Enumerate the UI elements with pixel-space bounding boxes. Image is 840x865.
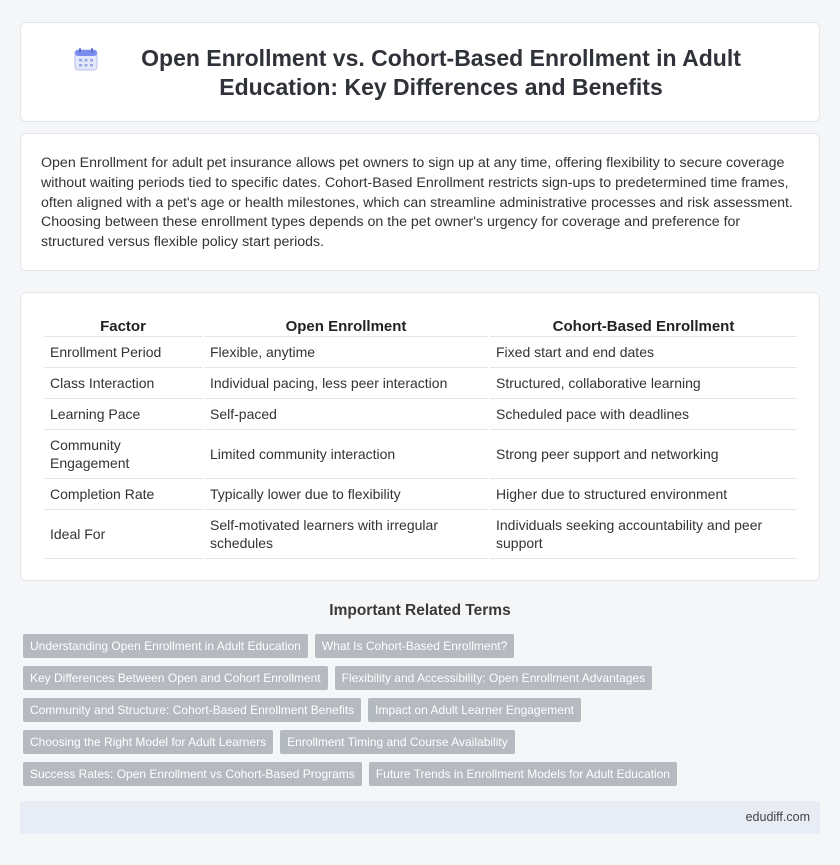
table-cell: Community Engagement (44, 430, 202, 479)
intro-paragraph: Open Enrollment for adult pet insurance allows pet owners to sign up at any time, offering flexibility to secure coverage without waiting periods tied to specific dates. Cohort-Based Enrollment restricts sign-ups to predetermined time frames, often aligned with a pet's age or health milestones, which can streamline administrative processes and risk assessment. Choosing between these enrollment types depends on the pet owner's urgency for coverage and preference for structured versus flexible policy start periods. (41, 155, 793, 251)
table-cell: Individual pacing, less peer interaction (204, 368, 488, 399)
table-cell: Higher due to structured environment (490, 479, 797, 510)
table-cell: Self-paced (204, 399, 488, 430)
table-cell: Individuals seeking accountability and peer support (490, 510, 797, 559)
table-cell: Structured, collaborative learning (490, 368, 797, 399)
table-cell: Strong peer support and networking (490, 430, 797, 479)
table-cell: Self-motivated learners with irregular schedules (204, 510, 488, 559)
column-header-factor: Factor (44, 314, 202, 337)
table-cell: Class Interaction (44, 368, 202, 399)
related-term-tag[interactable]: Success Rates: Open Enrollment vs Cohort-Based Programs (23, 762, 362, 786)
footer-brand[interactable]: edudiff.com (745, 810, 810, 824)
related-term-tag[interactable]: Flexibility and Accessibility: Open Enrollment Advantages (335, 666, 653, 690)
related-term-tag[interactable]: Understanding Open Enrollment in Adult Education (23, 634, 308, 658)
table-cell: Enrollment Period (44, 337, 202, 368)
related-term-tag[interactable]: Community and Structure: Cohort-Based Enrollment Benefits (23, 698, 361, 722)
table-row (44, 368, 797, 399)
related-term-tag[interactable]: Future Trends in Enrollment Models for Adult Education (369, 762, 677, 786)
column-header-open-enrollment: Open Enrollment (204, 314, 488, 337)
table-cell: Learning Pace (44, 399, 202, 430)
header-card (20, 22, 820, 122)
related-term-tag[interactable]: Impact on Adult Learner Engagement (368, 698, 581, 722)
table-row (44, 479, 797, 510)
table-cell: Flexible, anytime (204, 337, 488, 368)
table-cell: Ideal For (44, 510, 202, 559)
table-row (44, 430, 797, 479)
table-row (44, 510, 797, 559)
related-terms-heading: Important Related Terms (329, 602, 511, 619)
column-header-cohort-enrollment: Cohort-Based Enrollment (490, 314, 797, 337)
related-terms-list (23, 634, 803, 794)
table-header-row (44, 314, 797, 337)
table-cell: Scheduled pace with deadlines (490, 399, 797, 430)
table-row (44, 399, 797, 430)
table-cell: Limited community interaction (204, 430, 488, 479)
related-term-tag[interactable]: Choosing the Right Model for Adult Learners (23, 730, 273, 754)
table-cell: Typically lower due to flexibility (204, 479, 488, 510)
footer-bar (20, 801, 820, 834)
related-term-tag[interactable]: What Is Cohort-Based Enrollment? (315, 634, 514, 658)
comparison-card (20, 292, 820, 581)
page-title: Open Enrollment vs. Cohort-Based Enrollment in Adult Education: Key Differences and Benefits (141, 45, 741, 100)
table-cell: Fixed start and end dates (490, 337, 797, 368)
intro-card (20, 133, 820, 271)
related-term-tag[interactable]: Enrollment Timing and Course Availability (280, 730, 515, 754)
related-term-tag[interactable]: Key Differences Between Open and Cohort Enrollment (23, 666, 328, 690)
comparison-table (42, 314, 799, 559)
table-cell: Completion Rate (44, 479, 202, 510)
table-row (44, 337, 797, 368)
